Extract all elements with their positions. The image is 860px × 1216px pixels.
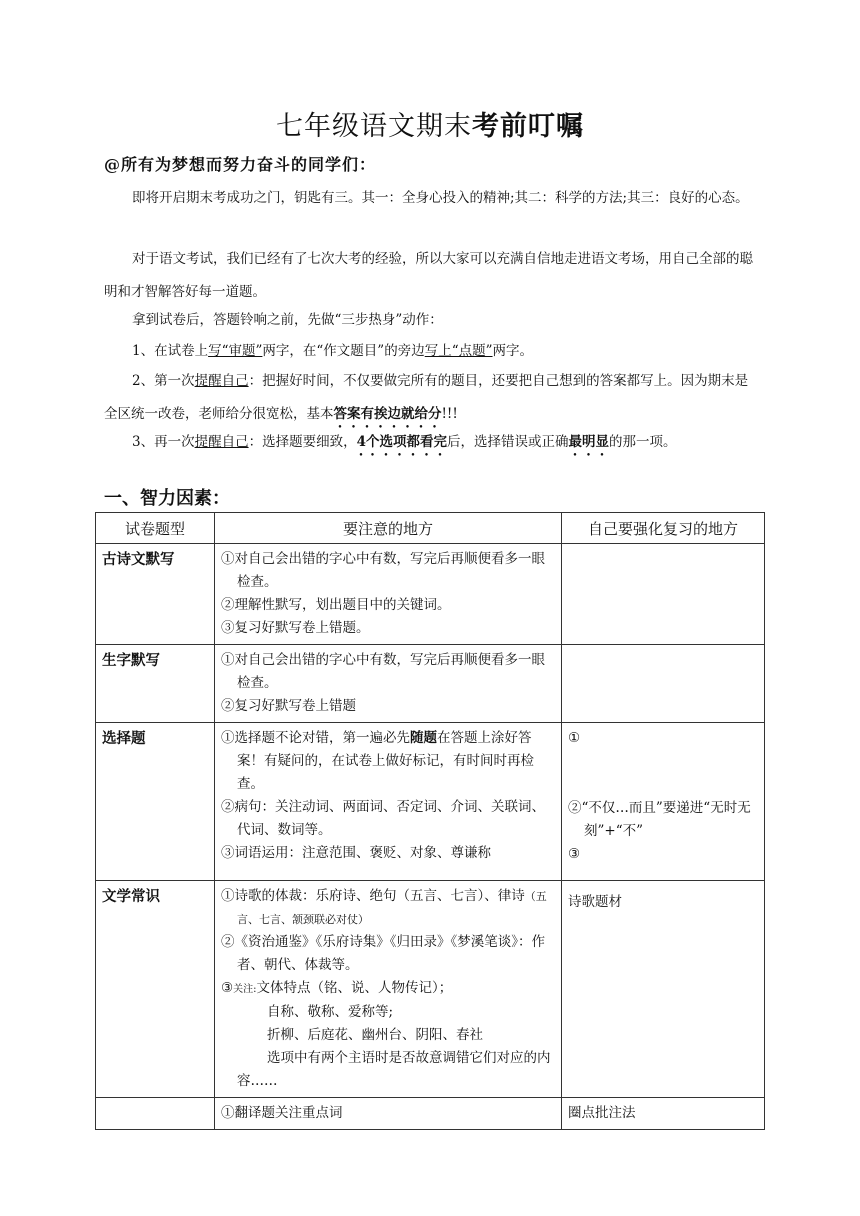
review-line: ① xyxy=(568,730,581,746)
note-line: ②理解性默写，划出题目中的关键词。 xyxy=(221,597,451,613)
note-line xyxy=(221,727,555,796)
paragraph-5 xyxy=(104,365,760,431)
table-row xyxy=(96,723,765,881)
emphasis-text: 4个选项都看完 xyxy=(356,434,447,450)
table-row xyxy=(96,544,765,645)
review-line: ②“不仅…而且”要递进“无时无刻”+“不” xyxy=(568,800,751,839)
row-type: 古诗文默写 xyxy=(96,544,215,645)
row-review xyxy=(562,544,765,645)
text: !!! xyxy=(441,406,458,422)
row-type xyxy=(96,1098,215,1130)
text: 2、第一次 xyxy=(132,373,195,389)
note-line: ①翻译题关注重点词 xyxy=(221,1105,343,1121)
row-review xyxy=(562,881,765,1098)
review-line: 诗歌题材 xyxy=(568,894,622,910)
text: 3、再一次 xyxy=(132,434,195,450)
row-review xyxy=(562,1098,765,1130)
emphasis-text: 最明显 xyxy=(568,434,609,450)
page-title xyxy=(0,104,860,143)
note-line: 自称、敬称、爱称等; xyxy=(267,1004,394,1020)
note-line: ③复习好默写卷上错题。 xyxy=(221,620,370,636)
text: 两字，在“作文题目”的旁边 xyxy=(262,343,425,359)
text: ③ xyxy=(221,980,234,996)
table-row xyxy=(96,1098,765,1130)
table-header-row xyxy=(96,513,765,544)
small-text: 关注: xyxy=(233,984,257,995)
paragraph-2: 对于语文考试，我们已经有了七次大考的经验，所以大家可以充满自信地走进语文考场，用自己全部的聪明和才智解答好每一道题。 xyxy=(104,251,753,300)
text: 两字。 xyxy=(492,343,534,359)
title-normal: 七年级语文期末 xyxy=(276,111,472,142)
row-notes xyxy=(215,645,562,723)
review-table xyxy=(95,512,765,1130)
review-line: 圈点批注法 xyxy=(568,1105,636,1121)
header-notes: 要注意的地方 xyxy=(215,513,562,544)
note-line: ②复习好默写卷上错题 xyxy=(221,698,356,714)
text: 1、在试卷上 xyxy=(132,343,209,359)
paragraph-1: 即将开启期末考成功之门，钥匙有三。其一：全身心投入的精神;其二：科学的方法;其三：良好的心态。 xyxy=(132,190,749,206)
section-title: 一、智力因素： xyxy=(104,488,230,509)
text: ：把握好时间，不仅要做完所有的题目，还要把自己想到的答案都写上。因为期末是全区统一改卷，老师给分很宽松，基本 xyxy=(104,373,749,422)
text: ①诗歌的体裁：乐府诗、绝句（五言、七言）、律诗 xyxy=(221,888,525,904)
row-type: 文学常识 xyxy=(96,881,215,1098)
row-notes xyxy=(215,1098,562,1130)
row-notes xyxy=(215,544,562,645)
note-line xyxy=(221,885,555,931)
row-type: 生字默写 xyxy=(96,645,215,723)
underlined-text: 写“审题” xyxy=(208,343,263,359)
row-notes xyxy=(215,723,562,881)
row-notes xyxy=(215,881,562,1098)
text: 的那一项。 xyxy=(609,434,677,450)
note-line: ①对自己会出错的字心中有数，写完后再顺便看多一眼检查。 xyxy=(221,652,545,691)
paragraph-3: 拿到试卷后，答题铃响之前，先做“三步热身”动作： xyxy=(132,312,443,328)
note-line: 选项中有两个主语时是否故意调错它们对应的内容…… xyxy=(237,1050,551,1089)
note-line: ②《资治通鉴》《乐府诗集》《归田录》《梦溪笔谈》：作者、朝代、体裁等。 xyxy=(221,934,545,973)
text: 后，选择错误或正确 xyxy=(447,434,569,450)
small-text: （五言、七言、颔颈联必对仗） xyxy=(237,890,547,926)
paragraph-6 xyxy=(104,426,760,459)
table-row xyxy=(96,645,765,723)
underlined-text: 写上“点题” xyxy=(424,343,493,359)
note-line xyxy=(221,977,555,1001)
paragraph-4 xyxy=(104,335,760,368)
text: 文体特点（铭、说、人物传记）； xyxy=(256,980,453,996)
note-line: ①对自己会出错的字心中有数，写完后再顺便看多一眼检查。 xyxy=(221,551,545,590)
note-line: ②病句：关注动词、两面词、否定词、介词、关联词、代词、数词等。 xyxy=(221,799,545,838)
note-line: 折柳、后庭花、幽州台、阴阳、春社 xyxy=(267,1027,483,1043)
table-row xyxy=(96,881,765,1098)
text: 在答题上涂好答案！有疑问的，在试卷上做好标记，有时间时再检查。 xyxy=(237,730,534,792)
underlined-text: 提醒自己 xyxy=(194,434,249,450)
row-type: 选择题 xyxy=(96,723,215,881)
emphasis-text: 答案有挨边就给分 xyxy=(333,406,442,422)
emphasis-text: 随题 xyxy=(410,730,437,746)
row-review xyxy=(562,723,765,881)
header-type: 试卷题型 xyxy=(96,513,215,544)
title-strong: 考前叮嘱 xyxy=(472,111,584,142)
text: ：选择题要细致， xyxy=(248,434,357,450)
row-review xyxy=(562,645,765,723)
greeting: @所有为梦想而努力奋斗的同学们： xyxy=(104,155,377,174)
note-line: ③词语运用：注意范围、褒贬、对象、尊谦称 xyxy=(221,845,491,861)
underlined-text: 提醒自己 xyxy=(194,373,249,389)
review-line: ③ xyxy=(568,846,581,862)
header-review: 自己要强化复习的地方 xyxy=(562,513,765,544)
text: ①选择题不论对错，第一遍必先 xyxy=(221,730,410,746)
